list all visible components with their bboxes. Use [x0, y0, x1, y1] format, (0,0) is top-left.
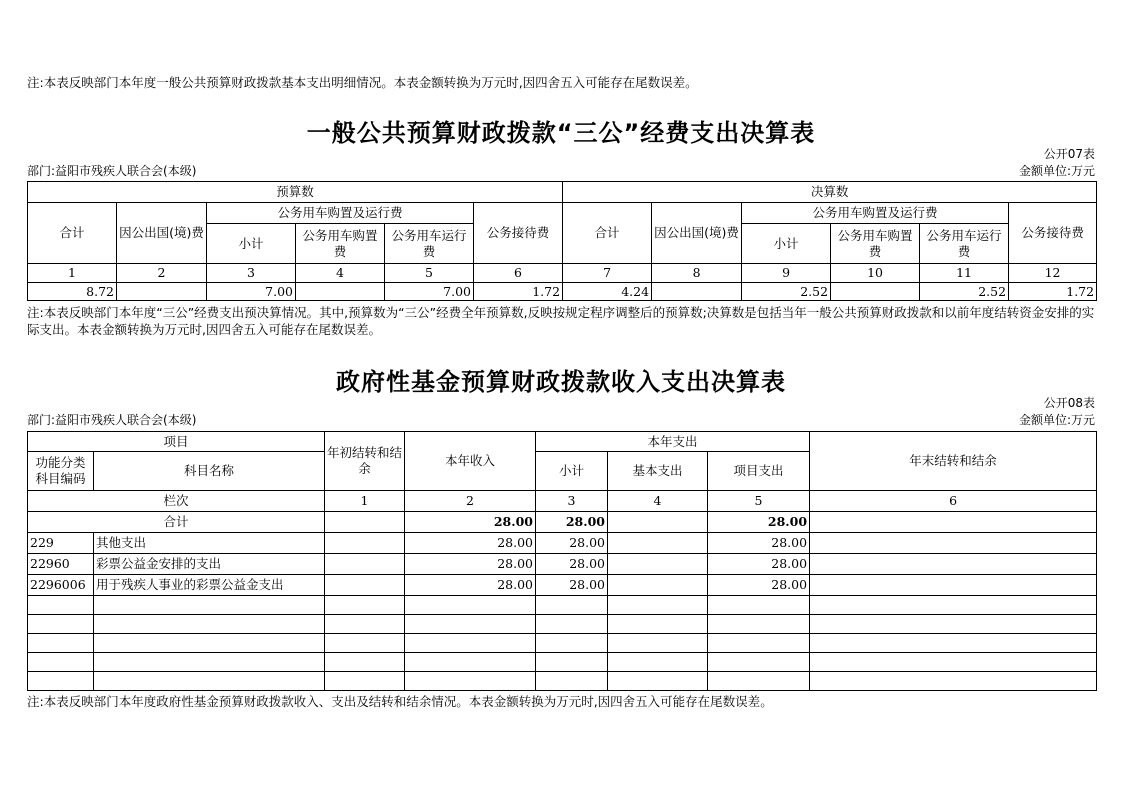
total-label: 合计 [28, 512, 325, 533]
empty-cell [536, 615, 608, 634]
header-operate: 公务用车运行费 [920, 224, 1009, 264]
header-total: 合计 [28, 203, 117, 264]
header-name: 科目名称 [94, 452, 325, 491]
total-income: 28.00 [405, 512, 536, 533]
total-basic [608, 512, 708, 533]
empty-cell [810, 653, 1097, 672]
cell-subtotal: 28.00 [536, 575, 608, 596]
col-number: 1 [28, 264, 117, 283]
empty-cell [28, 672, 94, 691]
cell-budget-abroad [117, 283, 207, 301]
cell-project: 28.00 [708, 533, 810, 554]
empty-row [28, 672, 1097, 691]
empty-cell [28, 615, 94, 634]
empty-cell [94, 634, 325, 653]
empty-cell [608, 653, 708, 672]
total-begin [325, 512, 405, 533]
cell-subtotal: 28.00 [536, 533, 608, 554]
empty-cell [536, 653, 608, 672]
empty-cell [608, 634, 708, 653]
cell-end [810, 554, 1097, 575]
col-number: 9 [742, 264, 831, 283]
col-number: 6 [810, 491, 1097, 512]
cell-budget-total: 8.72 [28, 283, 117, 301]
header-abroad: 因公出国(境)费 [117, 203, 207, 264]
header-purchase: 公务用车购置费 [296, 224, 385, 264]
empty-cell [325, 615, 405, 634]
empty-row [28, 615, 1097, 634]
total-row [28, 512, 1097, 533]
cell-budget-purchase [296, 283, 385, 301]
col-number: 1 [325, 491, 405, 512]
cell-income: 28.00 [405, 575, 536, 596]
empty-cell [708, 634, 810, 653]
empty-cell [810, 615, 1097, 634]
header-operate: 公务用车运行费 [385, 224, 474, 264]
table-row [28, 283, 1097, 301]
table07-dept: 部门:益阳市残疾人联合会(本级) [27, 164, 197, 178]
empty-row [28, 653, 1097, 672]
empty-cell [28, 596, 94, 615]
header-final: 决算数 [563, 182, 1097, 203]
cell-budget-reception: 1.72 [474, 283, 563, 301]
cell-income: 28.00 [405, 554, 536, 575]
col-number: 12 [1009, 264, 1097, 283]
header-subtotal: 小计 [207, 224, 296, 264]
empty-cell [94, 672, 325, 691]
header-project: 项目支出 [708, 452, 810, 491]
empty-cell [94, 653, 325, 672]
top-note: 注:本表反映部门本年度一般公共预算财政拨款基本支出明细情况。本表金额转换为万元时,因四舍五入可能存在尾数误差。 [27, 75, 698, 90]
table07 [27, 181, 1097, 301]
table07-code: 公开07表 [1043, 147, 1095, 161]
empty-cell [405, 672, 536, 691]
empty-cell [325, 634, 405, 653]
cell-name: 彩票公益金安排的支出 [94, 554, 325, 575]
cell-end [810, 533, 1097, 554]
col-number: 2 [117, 264, 207, 283]
cell-basic [608, 533, 708, 554]
cell-project: 28.00 [708, 554, 810, 575]
empty-cell [608, 596, 708, 615]
col-number: 4 [296, 264, 385, 283]
empty-cell [325, 596, 405, 615]
empty-cell [325, 672, 405, 691]
empty-cell [405, 653, 536, 672]
empty-cell [708, 615, 810, 634]
table07-title: 一般公共预算财政拨款“三公”经费支出决算表 [306, 119, 816, 147]
col-number: 11 [920, 264, 1009, 283]
empty-row [28, 596, 1097, 615]
cell-basic [608, 575, 708, 596]
empty-cell [810, 672, 1097, 691]
empty-cell [536, 596, 608, 615]
table-row [28, 575, 1097, 596]
table08 [27, 431, 1097, 691]
col-number: 5 [385, 264, 474, 283]
empty-cell [405, 615, 536, 634]
cell-budget-vehicle-subtotal: 7.00 [207, 283, 296, 301]
cell-final-total: 4.24 [563, 283, 652, 301]
cell-final-reception: 1.72 [1009, 283, 1097, 301]
header-subtotal: 小计 [742, 224, 831, 264]
header-purchase: 公务用车购置费 [831, 224, 920, 264]
cell-final-operate: 2.52 [920, 283, 1009, 301]
col-number: 4 [608, 491, 708, 512]
cell-begin [325, 554, 405, 575]
empty-cell [536, 672, 608, 691]
col-number: 3 [536, 491, 608, 512]
cell-budget-operate: 7.00 [385, 283, 474, 301]
table08-code: 公开08表 [1043, 396, 1095, 410]
header-reception: 公务接待费 [1009, 203, 1097, 264]
cell-income: 28.00 [405, 533, 536, 554]
table08-title: 政府性基金预算财政拨款收入支出决算表 [336, 368, 786, 396]
empty-cell [28, 653, 94, 672]
empty-cell [708, 672, 810, 691]
col-number: 2 [405, 491, 536, 512]
header-total: 合计 [563, 203, 652, 264]
cell-basic [608, 554, 708, 575]
col-number: 7 [563, 264, 652, 283]
cell-name: 其他支出 [94, 533, 325, 554]
header-expense: 本年支出 [536, 432, 810, 452]
header-income: 本年收入 [405, 432, 536, 491]
header-end-balance: 年末结转和结余 [810, 432, 1097, 491]
empty-cell [708, 596, 810, 615]
empty-cell [94, 596, 325, 615]
header-code: 功能分类科目编码 [28, 452, 94, 491]
table07-unit: 金额单位:万元 [1018, 164, 1095, 178]
cell-end [810, 575, 1097, 596]
header-budget: 预算数 [28, 182, 563, 203]
col-number: 3 [207, 264, 296, 283]
header-vehicle: 公务用车购置及运行费 [742, 203, 1009, 224]
empty-cell [28, 634, 94, 653]
header-lanci: 栏次 [28, 491, 325, 512]
empty-cell [405, 634, 536, 653]
table08-dept: 部门:益阳市残疾人联合会(本级) [27, 413, 197, 427]
header-vehicle: 公务用车购置及运行费 [207, 203, 474, 224]
empty-row [28, 634, 1097, 653]
cell-final-purchase [831, 283, 920, 301]
table-row [28, 533, 1097, 554]
empty-cell [708, 653, 810, 672]
empty-cell [94, 615, 325, 634]
header-subtotal: 小计 [536, 452, 608, 491]
col-number: 8 [652, 264, 742, 283]
col-number: 5 [708, 491, 810, 512]
cell-code: 22960 [28, 554, 94, 575]
table08-note: 注:本表反映部门本年度政府性基金预算财政拨款收入、支出及结转和结余情况。本表金额转换为万元时,因四舍五入可能存在尾数误差。 [27, 694, 773, 709]
header-reception: 公务接待费 [474, 203, 563, 264]
cell-project: 28.00 [708, 575, 810, 596]
table-row [28, 554, 1097, 575]
cell-code: 229 [28, 533, 94, 554]
table07-note: 注:本表反映部门本年度“三公”经费支出预决算情况。其中,预算数为“三公”经费全年预算数,反映按规定程序调整后的预算数;决算数是包括当年一般公共预算财政拨款和以前年度结转资金安排的实际支出。本表金额转换为万元时,因四舍五入可能存在尾数误差。 [27, 305, 1095, 337]
header-basic: 基本支出 [608, 452, 708, 491]
total-project: 28.00 [708, 512, 810, 533]
cell-begin [325, 575, 405, 596]
empty-cell [536, 634, 608, 653]
empty-cell [608, 672, 708, 691]
header-item: 项目 [28, 432, 325, 452]
header-begin-balance: 年初结转和结余 [325, 432, 405, 491]
cell-final-abroad [652, 283, 742, 301]
cell-code: 2296006 [28, 575, 94, 596]
empty-cell [810, 596, 1097, 615]
header-abroad: 因公出国(境)费 [652, 203, 742, 264]
cell-final-vehicle-subtotal: 2.52 [742, 283, 831, 301]
empty-cell [608, 615, 708, 634]
empty-cell [810, 634, 1097, 653]
col-number: 10 [831, 264, 920, 283]
total-subtotal: 28.00 [536, 512, 608, 533]
empty-cell [325, 653, 405, 672]
table08-unit: 金额单位:万元 [1018, 413, 1095, 427]
total-end [810, 512, 1097, 533]
empty-cell [405, 596, 536, 615]
cell-name: 用于残疾人事业的彩票公益金支出 [94, 575, 325, 596]
cell-subtotal: 28.00 [536, 554, 608, 575]
col-number: 6 [474, 264, 563, 283]
cell-begin [325, 533, 405, 554]
